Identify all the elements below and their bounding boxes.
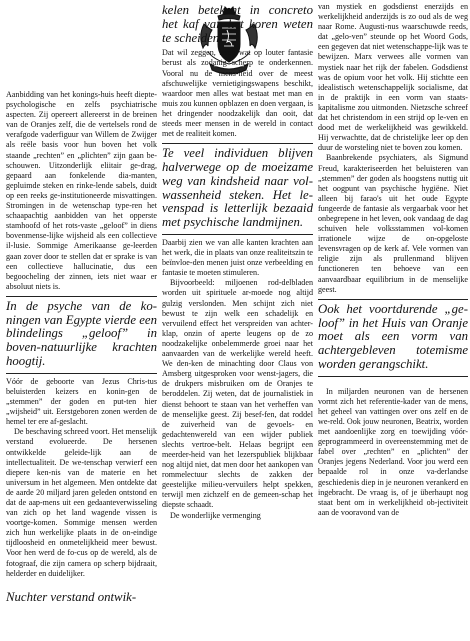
article-paragraph: van mystiek en godsdienst enerzijds en werkelijkheid anderzijds is zo oud als de weg naar Rome. Augusti-nus waarschuwde reeds, dat „gelo-ven” steunde op het Woord Gods, een gegeven dat niet wetenschappe-lijk was te bewijzen. Marx verwees alle vormen van mystiek naar het rijk der fabelen. Godsdienst was de opium voor het volk. Hij stichtte een idealistisch wetenschappelijk socialisme, dat in de praktijk in een vorm van staats-kapitalisme zou uitmonden. Nietzsche schreef dat het christendom in een strijd op le-ven en dood met de werkelijkheid was gewikkeld. Hij verwachtte, dat de christelijke leer op den duur de worsteling niet te boven zou komen.: [318, 2, 468, 153]
article-paragraph: In miljarden neuronen van de hersenen vormt zich het referentie-kader van de mens, het geheel van vattingen over ons zelf en de we-reld. Ook jouw neuronen, Beatrix, worden met aandoenlijke zorg en toewijding vóór-geprogrammeerd in overeenstemming met de fabel over „rechten” en „plichten” der Oranjes jegens Nederland. Voor jou werd een bepaalde rol in onze va-derlandse geschiedenis diep in je neuronen verankerd en ingebracht. De vraag is, of je überhaupt nog staat bent om in werkelijkheid ob-jectiviteit aan de vooravond van de: [318, 386, 468, 517]
text-column-2: [162, 2, 313, 521]
pull-quote: Ook het voortdurende „ge-loof” in het Huis van Oranje moet als een vorm van achtergebleven totemisme worden gerangschikt.: [318, 301, 468, 371]
pull-quote-continued: kelen betekent in concreto het kaf van het koren weten te scheiden.: [162, 3, 313, 45]
pull-quote: Te veel individuen blijven halverwege op de moeizame weg van kindsheid naar vol-wassenheid steken. Het le-venspad is letterlijk bezaaid met psychische landmijnen.: [162, 146, 313, 230]
pull-quote-rule-top: [318, 299, 468, 300]
article-paragraph: Vóór de geboorte van Jezus Chris-tus beluisterden keizers en konin-gen de „stemmen” der goden en put-ten hier „wijsheid” uit. Eerstgeboren zonen werden de hemel ter ere af-geslacht.: [6, 376, 157, 427]
pull-quote-rule-bottom: [318, 376, 468, 377]
article-paragraph: Aanbidding van het konings-huis heeft diepte-psychologische en zelfs psychiatrische aspecten. Zij opereert allereerst in de breinen van de Oranjes zelf, die de vertelsels rond de verafgode vaderfiguur van Willem de Zwijger als reële basis voor hun boven het volk staande „rechten” en „plichten” zijn gaan be-schouwen. Uitzonderlijk eliitair ge-drag, gepaard aan fonkelende dia-manten, gepluimde steken en rinke-lende sabels, duidt op een reeks ge-institutioneerde misvattingen. Stromingen in de wetenschap type-ren het schaapachtig aanbidden van het opperste stamhoofd of het rots-vaste „geloof” in diens bovenmense-lijke wijsheid als een collectieve il-lusie. Sommige Amerikaanse ge-leerden gaan zover door te stellen dat er sprake is van een collectieve hallucinatie, dus een begoocheling der zinnen, iets niet waar er absoluut niets is.: [6, 90, 157, 291]
pull-quote-rule-top: [6, 296, 157, 297]
article-paragraph: De wonderlijke vermenging: [170, 510, 261, 520]
article-paragraph: Baanbrekende psychiaters, als Sigmund Freud, karakteriseerden het beluisteren van „stemmen” der goden als hoogstens nuttig uit het oogpunt van psychische hygiëne. Niet alleen bij farao's uit het oude Egypte fungeerde de fantasie als vergaarbak voor het onbegrepene in het leven, ook vandaag de dag schuiven hele volksstammen vol-komen irrationele wijze de on-opgeloste levensvragen op de kerk af. Vele vormen van religie zijn als prullenmand blijven functioneren ten behoeve van een aanvaardbaar equilibrium in de menselijke geest.: [318, 153, 468, 294]
article-paragraph: Daarbij zien we van alle kanten krachten aan het werk, die in plaats van onze realiteitszin te beïnvloe-den menen juist onze verbeelding en fantasie te moeten stimuleren.: [162, 238, 313, 278]
article-paragraph: De beschaving schreed voort. Het menselijk verstand evolueerde. De hersenen ontwikkelde geleide-lijk aan de intellectualiteit. De we-tenschap verwierf een diepere ken-nis van de materie en het universum in het algemeen. Men ontdekte dat de aarde 20 miljard jaren geleden ontstond en dat de aap-mens uit een gedaanteverwisseling van zich op het land wagende vissen is voortge-komen. Sommige mensen werden zich hun werkelijke plaats in de on-eindige tijdloosheid en onmetelijkheid meer bewust. Voor hen werd de fo-cus op de wereld, als de fotograaf, die zijn camera op scherp bijdraait, helderder en duidelijker.: [6, 427, 157, 578]
article-paragraph: Bijvoorbeeld: miljoenen rod-delbladen worden uit spirituele ar-moede nog altijd gulzig verslonden. Men schijnt zich niet bewust te zijn welk een schadelijk en vervuilend effect het verspreiden van achter-klap, onzin of aperte leugens op de zo noodzakelijke onbelemmerde groei naar het aanvaarden van de werkelijke wereld heeft. We den-ken de minachting door Claus von Amsberg uitgesproken voor wenst-jagers, die de drukpers misbruiken om de Oranjes te beroddelen. Zij weten, dat de journalistiek in dienst behoort te staan van het verheffen van de menselijke geest. Zij besef-fen, dat roddel de zuiverheid van de gevoels- en gedachtenwereld van een wijder publiek slechts vertroe-belt. Helaas begrijpt een meerder-heid van het lezerspubliek blijkbaar nog altijd niet, dat men door het aankopen van rommelectuur slechts de zakken der geestelijke milieu-vervuilers helpt spekken, terwijl men zichzelf en de gemeen-schap het diepste schaadt.: [162, 278, 313, 510]
text-column-3: [318, 2, 468, 518]
pull-quote-rule-bottom: [6, 373, 157, 374]
pull-quote-rule-bottom: [162, 234, 313, 235]
pull-quote: In de psyche van de ko-ningen van Egypte vierde een blindelings „geloof” in boven-natuurlijke krachten hoogtij.: [6, 298, 157, 369]
article-paragraph: Dat wil zeggen, leren wat op louter fantasie berust als zodanig scherp te onderkennen. Vooral nu de mens-heid over de meest afschuwelijke vernietigingswapens beschikt, waardoor men alles wat bestaat met man en muis zou kunnen opblazen en doen vergaan, is het dringender noodzakelijk dan ooit, dat steeds meer mensen in de wereld in contact met de realiteit komen.: [162, 48, 313, 139]
pull-quote-rule-top: [162, 143, 313, 144]
section-subheading: Nuchter verstand ontwik-: [6, 589, 137, 604]
text-column-1: [6, 90, 157, 604]
